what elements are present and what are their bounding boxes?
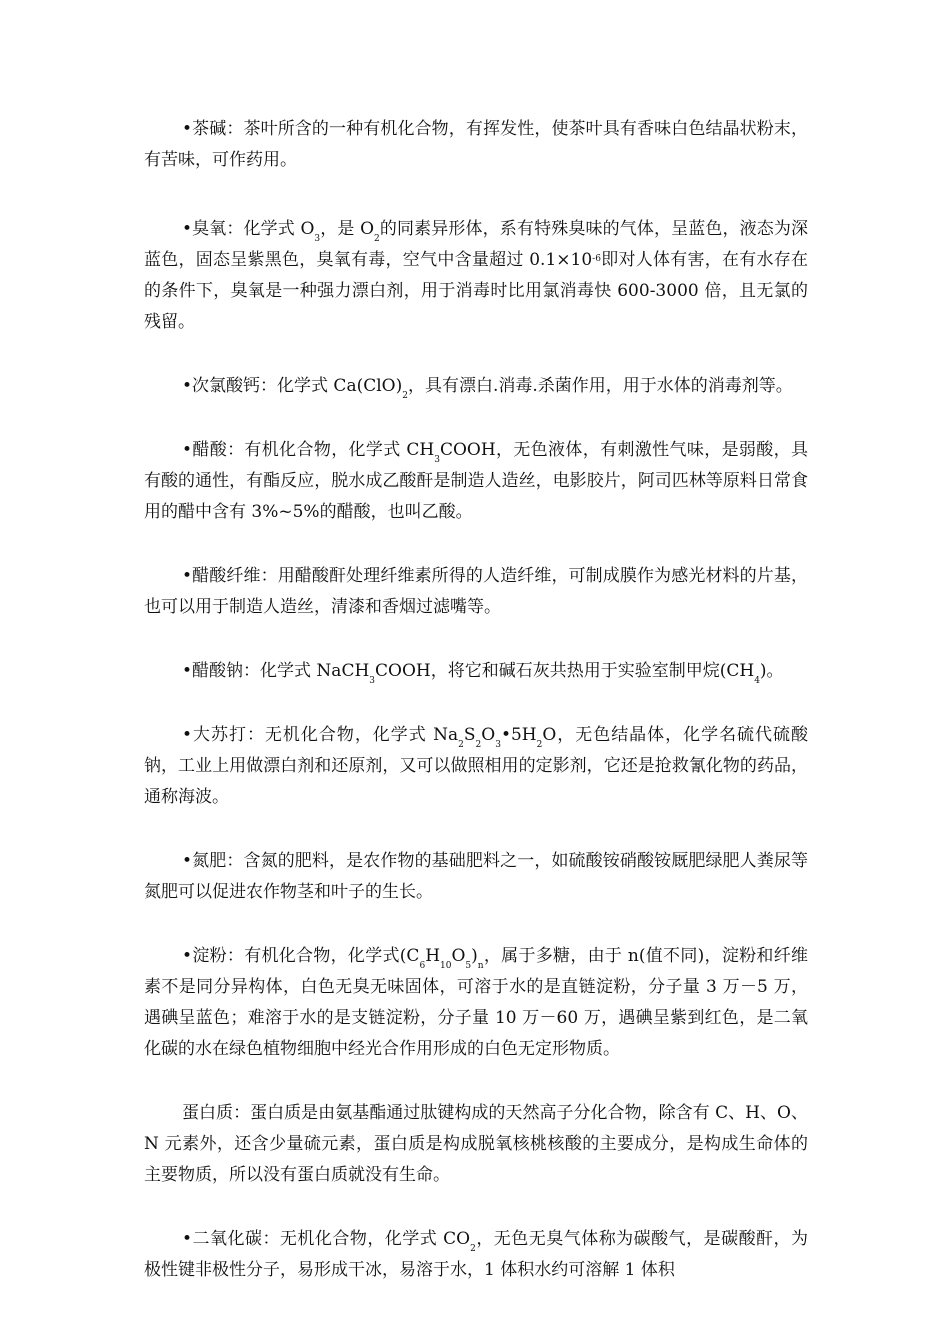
paragraph-starch (144, 941, 808, 1065)
text-run: •醋酸钠：化学式 NaCH (182, 661, 370, 681)
text-run: ) (471, 946, 478, 966)
paragraph-sodium-thiosulfate (144, 720, 808, 813)
paragraph-sodium-acetate (144, 656, 808, 687)
paragraph-acetic-acid (144, 435, 808, 528)
text-run: ，是 O (320, 219, 375, 239)
text-run: •淀粉：有机化合物，化学式(C (182, 946, 420, 966)
subscript: 3 (369, 676, 376, 686)
text-run: 即对人体有害，在有水存在的条件下，臭氧是一种强力漂白剂，用于消毒时比用氯消毒快 600-3000 倍，且无氯的残留。 (144, 250, 809, 332)
text-run: •氮肥：含氮的肥料，是农作物的基础肥料之一，如硫酸铵硝酸铵厩肥绿肥人粪尿等氮肥可以促进农作物茎和叶子的生长。 (144, 851, 808, 902)
text-run: •醋酸：有机化合物，化学式 CH (182, 440, 435, 460)
text-run: •二氧化碳：无机化合物，化学式 CO (182, 1229, 471, 1249)
subscript: 5 (465, 961, 472, 971)
paragraph-protein (144, 1098, 808, 1191)
text-run: ，属于多糖，由于 n(值不同)，淀粉和纤维素不是同分异构体，白色无臭无味固体，可溶于水的是直链淀粉，分子量 3 万－5 万，遇碘呈蓝色；难溶于水的是支链淀粉，分子量 10 万－60 万，遇碘呈紫到红色，是二氧化碳的水在绿色植物细胞中经光合作用形成的白色无定形物质。 (144, 946, 808, 1059)
subscript: 3 (314, 234, 321, 244)
text-run: )。 (759, 661, 784, 681)
subscript: 6 (419, 961, 426, 971)
subscript: 2 (536, 740, 543, 750)
text-run: S (463, 725, 476, 745)
paragraph-nitrogen-fertilizer (144, 846, 808, 908)
text-run: O (481, 725, 496, 745)
text-run: •大苏打：无机化合物，化学式 Na (182, 725, 459, 745)
subscript: 10 (440, 961, 452, 971)
text-run: •5H (500, 725, 537, 745)
paragraph-calcium-hypochlorite (144, 371, 808, 402)
paragraph-acetate-fiber (144, 561, 808, 623)
text-run: •醋酸纤维：用醋酸酐处理纤维素所得的人造纤维，可制成膜作为感光材料的片基，也可以用于制造人造丝，清漆和香烟过滤嘴等。 (144, 566, 808, 617)
text-run: ，无色无臭气体称为碳酸气，是碳酸酐，为极性键非极性分子，易形成干冰，易溶于水，1 体积水约可溶解 1 体积 (144, 1229, 809, 1280)
text-run: O，无色结晶体，化学名硫代硫酸钠，工业上用做漂白剂和还原剂，又可以做照相用的定影剂，它还是抢救氰化物的药品，通称海波。 (144, 725, 808, 807)
paragraph-carbon-dioxide (144, 1224, 808, 1286)
subscript: 2 (458, 740, 464, 750)
subscript: 2 (402, 391, 408, 401)
text-run: H (425, 946, 441, 966)
text-run: COOH，将它和碱石灰共热用于实验室制甲烷(CH (375, 661, 755, 681)
subscript: 2 (374, 234, 380, 244)
text-run: ，具有漂白.消毒.杀菌作用，用于水体的消毒剂等。 (407, 376, 793, 396)
text-run: 蛋白质：蛋白质是由氨基酯通过肽键构成的天然高子分化合物，除含有 C、H、O、N 元素外，还含少量硫元素，蛋白质是构成脱氧核桃核酸的主要成分，是构成生命体的主要物质，所以没有蛋白质就没有生命。 (144, 1103, 808, 1185)
subscript: 3 (495, 740, 501, 750)
subscript: 3 (434, 455, 440, 465)
superscript: -6 (592, 254, 601, 264)
text-run: •臭氧：化学式 O (182, 219, 315, 239)
subscript: n (477, 961, 484, 971)
subscript: 2 (475, 740, 482, 750)
text-run: •次氯酸钙：化学式 Ca(ClO) (182, 376, 403, 396)
text-run: COOH，无色液体，有刺激性气味，是弱酸，具有酸的通性，有酯反应，脱水成乙酸酐是制造人造丝，电影胶片，阿司匹林等原料日常食用的醋中含有 3%~5%的醋酸，也叫乙酸。 (144, 440, 808, 522)
paragraph-ozone (144, 214, 808, 338)
subscript: 2 (470, 1244, 476, 1254)
text-run: •茶碱：茶叶所含的一种有机化合物，有挥发性，使茶叶具有香味白色结晶状粉末，有苦味，可作药用。 (144, 119, 808, 170)
text-run: O (451, 946, 466, 966)
subscript: 4 (754, 676, 760, 686)
text-run: 的同素异形体，系有特殊臭味的气体，呈蓝色，液态为深蓝色，固态呈紫黑色，臭氧有毒，空气中含量超过 0.1×10 (144, 219, 809, 270)
paragraph-tea-alkaloid (144, 114, 808, 176)
